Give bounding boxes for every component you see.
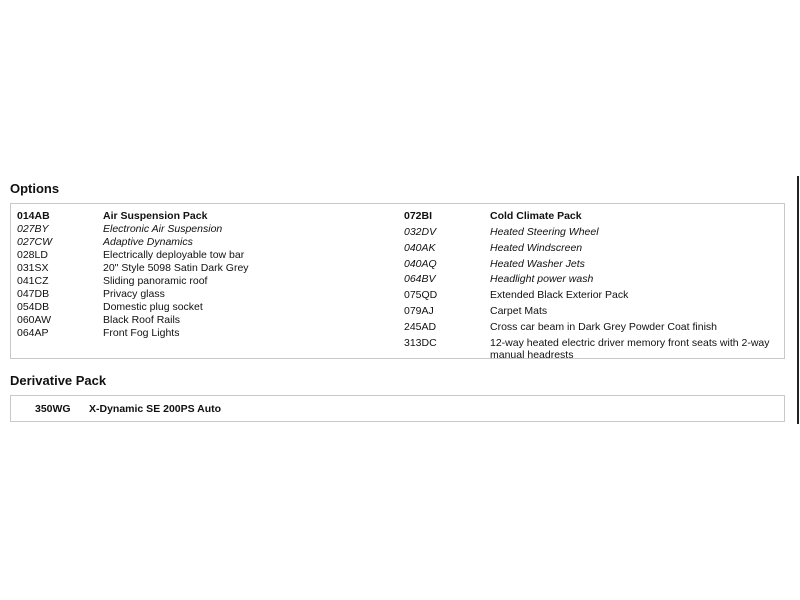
option-code: 313DC bbox=[404, 336, 437, 349]
option-code: 072BI bbox=[404, 210, 433, 222]
option-code: 031SX bbox=[17, 262, 49, 274]
option-row bbox=[404, 289, 784, 302]
option-description: Heated Steering Wheel bbox=[490, 226, 599, 238]
option-description: Air Suspension Pack bbox=[103, 210, 208, 222]
derivative-code: 350WG bbox=[35, 403, 71, 415]
option-code: 064BV bbox=[404, 273, 436, 286]
option-row bbox=[17, 249, 377, 262]
options-box bbox=[10, 203, 785, 359]
option-row bbox=[404, 273, 784, 286]
option-row bbox=[404, 242, 784, 255]
options-heading: Options bbox=[10, 181, 60, 196]
option-code: 054DB bbox=[17, 301, 50, 313]
derivative-row bbox=[35, 403, 221, 415]
option-row bbox=[17, 236, 377, 249]
option-description: Extended Black Exterior Pack bbox=[490, 289, 629, 302]
option-description: 20" Style 5098 Satin Dark Grey bbox=[103, 262, 249, 274]
derivative-desc: X-Dynamic SE 200PS Auto bbox=[89, 403, 222, 415]
option-description: Black Roof Rails bbox=[103, 314, 181, 326]
option-row bbox=[17, 262, 377, 275]
option-code: 075QD bbox=[404, 289, 438, 302]
option-row bbox=[17, 301, 377, 314]
option-code: 027BY bbox=[17, 223, 49, 235]
option-description: Electrically deployable tow bar bbox=[103, 249, 245, 261]
option-description: Privacy glass bbox=[103, 288, 165, 300]
option-row bbox=[404, 258, 784, 271]
option-description: Electronic Air Suspension bbox=[103, 223, 223, 235]
option-description: Headlight power wash bbox=[490, 273, 594, 286]
option-row bbox=[404, 305, 784, 318]
option-row bbox=[17, 275, 377, 288]
option-code: 014AB bbox=[17, 210, 50, 222]
option-description: Cold Climate Pack bbox=[490, 210, 582, 222]
option-description: Domestic plug socket bbox=[103, 301, 203, 313]
derivative-box bbox=[10, 395, 785, 422]
option-description: Cross car beam in Dark Grey Powder Coat finish bbox=[490, 320, 717, 333]
page-edge-rule bbox=[797, 176, 799, 424]
option-description: Front Fog Lights bbox=[103, 327, 180, 339]
option-description: Heated Windscreen bbox=[490, 241, 583, 254]
option-row bbox=[17, 327, 377, 340]
option-code: 064AP bbox=[17, 327, 49, 339]
option-description: Sliding panoramic roof bbox=[103, 275, 208, 287]
option-code: 060AW bbox=[17, 314, 52, 326]
option-row bbox=[404, 226, 784, 239]
option-description: Carpet Mats bbox=[490, 304, 548, 317]
option-code: 245AD bbox=[404, 320, 437, 333]
option-description: Heated Washer Jets bbox=[490, 257, 585, 270]
option-row bbox=[17, 223, 377, 236]
option-row bbox=[17, 210, 377, 223]
option-code: 028LD bbox=[17, 249, 48, 261]
option-code: 041CZ bbox=[17, 275, 49, 287]
option-row bbox=[17, 314, 377, 327]
option-code: 032DV bbox=[404, 226, 437, 238]
options-right-column bbox=[404, 210, 784, 363]
option-row bbox=[404, 337, 784, 361]
option-code: 040AQ bbox=[404, 257, 437, 270]
option-description: 12-way heated electric driver memory front seats with 2-way manual headrests bbox=[490, 336, 770, 361]
derivative-heading: Derivative Pack bbox=[10, 373, 107, 388]
option-code: 079AJ bbox=[404, 304, 434, 317]
option-row bbox=[404, 321, 784, 334]
option-code: 047DB bbox=[17, 288, 50, 300]
option-row bbox=[17, 288, 377, 301]
options-left-column bbox=[17, 210, 377, 340]
option-code: 027CW bbox=[17, 236, 53, 248]
option-row bbox=[404, 210, 784, 223]
option-code: 040AK bbox=[404, 241, 436, 254]
option-description: Adaptive Dynamics bbox=[103, 236, 193, 248]
